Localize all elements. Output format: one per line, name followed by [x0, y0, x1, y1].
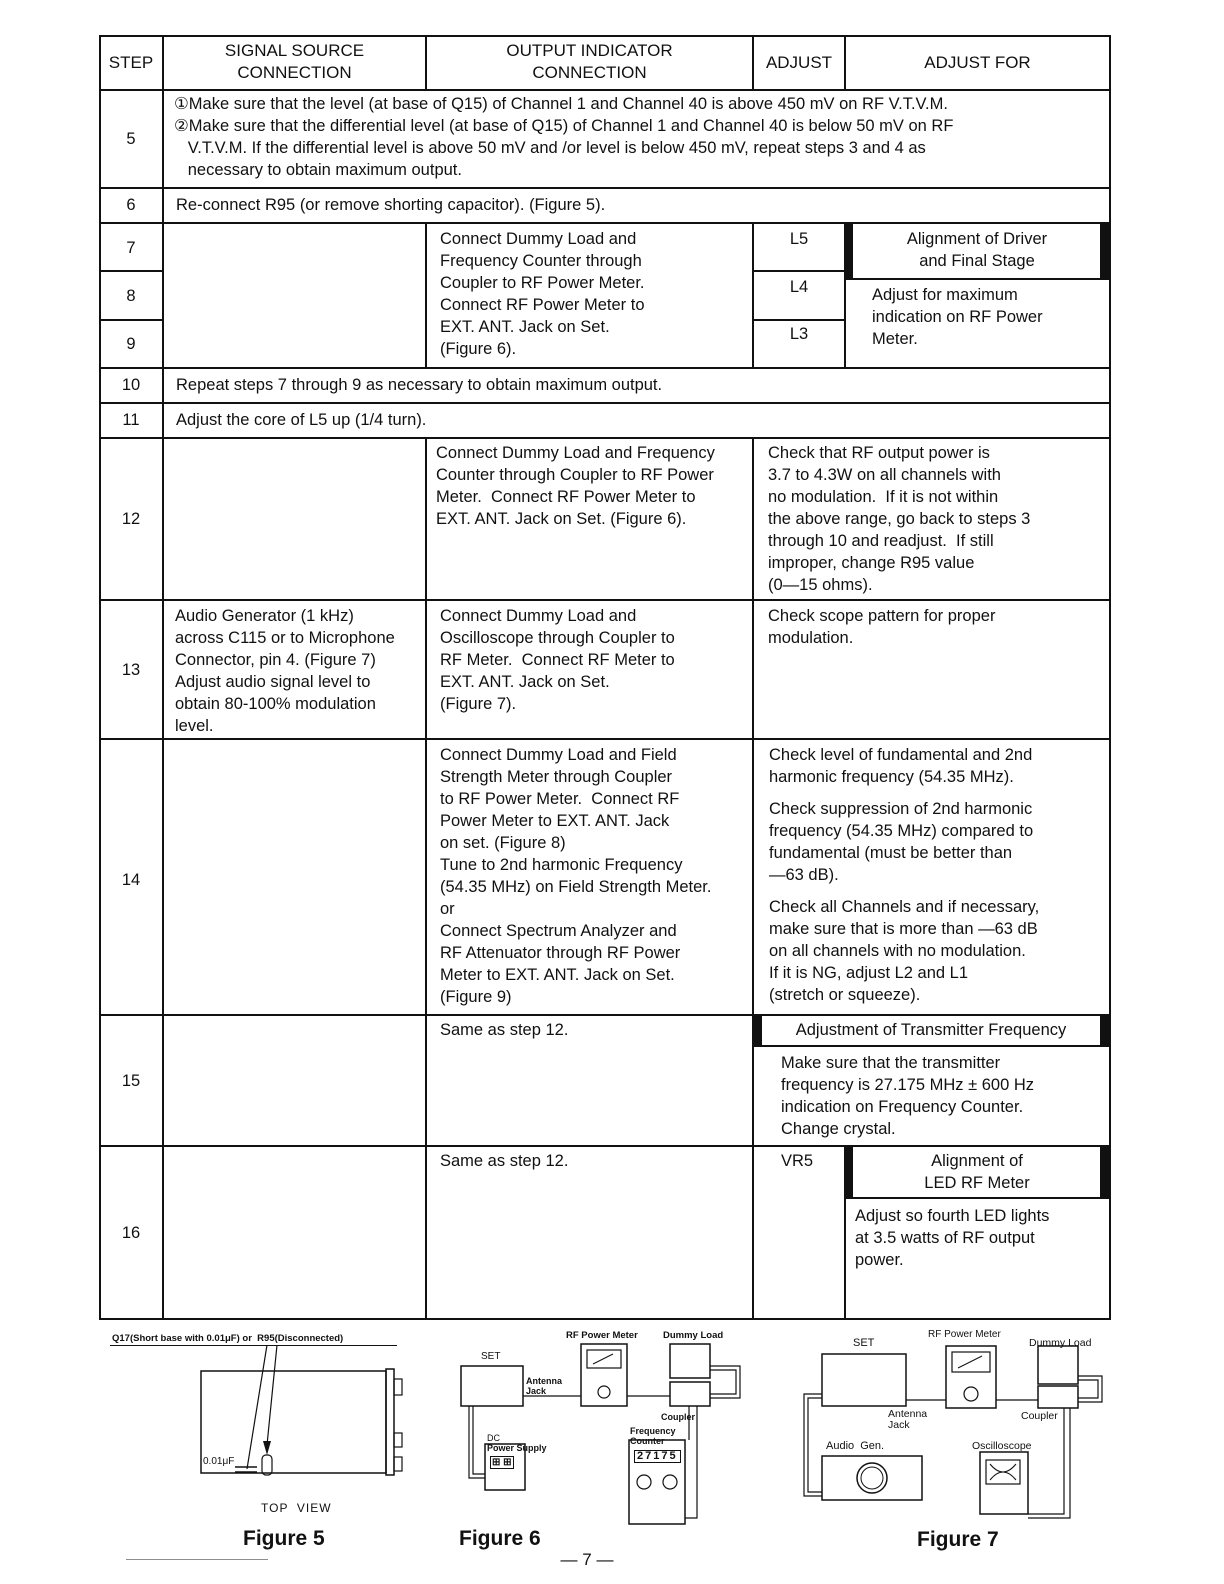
step13-output-line: EXT. ANT. Jack on Set.: [440, 673, 610, 691]
step14-output-line: Connect Dummy Load and Field: [440, 746, 677, 764]
fig6-antenna-label: Antenna: [526, 1376, 562, 1386]
step14-output-line: Strength Meter through Coupler: [440, 768, 673, 786]
step15-adjust-for-line: Change crystal.: [781, 1120, 896, 1138]
step12-output-line: Counter through Coupler to RF Power: [436, 466, 714, 484]
fig6-dummy-label: Dummy Load: [663, 1330, 724, 1341]
fig6-title: Figure 6: [459, 1527, 541, 1550]
header-signal-source-2: CONNECTION: [237, 63, 352, 82]
step14-check-line: If it is NG, adjust L2 and L1: [769, 964, 969, 982]
fig6-antenna-label: Jack: [526, 1386, 547, 1396]
step14-check-line: on all channels with no modulation.: [769, 942, 1026, 960]
step7-output-line: Coupler to RF Power Meter.: [440, 274, 645, 292]
step14-check-line: Check suppression of 2nd harmonic: [769, 800, 1033, 818]
fig6-dc-label: DC: [487, 1433, 500, 1443]
step13-signal-line: Adjust audio signal level to: [175, 673, 371, 691]
header-output-indicator-1: OUTPUT INDICATOR: [506, 41, 673, 60]
step-number: 9: [126, 335, 136, 353]
step14-output-line: (54.35 MHz) on Field Strength Meter.: [440, 878, 712, 896]
step13-output-line: Oscilloscope through Coupler to: [440, 629, 675, 647]
step14-output-line: Meter to EXT. ANT. Jack on Set.: [440, 966, 675, 984]
fig7-set-label: SET: [853, 1337, 875, 1349]
step-number: 10: [121, 376, 141, 394]
step-number: 12: [121, 510, 141, 528]
step7-output-line: Connect Dummy Load and: [440, 230, 637, 248]
fig6-freq-label: Frequency: [630, 1426, 676, 1436]
fig5-title: Figure 5: [243, 1527, 325, 1550]
step7-output-line: Frequency Counter through: [440, 252, 642, 270]
banner-driver-final: Alignment of Driver: [906, 230, 1048, 248]
step13-signal-line: Audio Generator (1 kHz): [175, 607, 354, 625]
step7-adjust-for-line: indication on RF Power: [872, 308, 1043, 326]
step13-output-line: (Figure 7).: [440, 695, 517, 713]
step14-check-line: —63 dB).: [769, 866, 839, 884]
fig7-audio-gen-label: Audio Gen.: [826, 1440, 885, 1452]
step11-text: Adjust the core of L5 up (1/4 turn).: [176, 411, 427, 429]
step16-output: Same as step 12.: [440, 1152, 569, 1170]
step12-adjust-for-line: the above range, go back to steps 3: [768, 510, 1031, 528]
step-number: 14: [121, 871, 141, 889]
step-number: 11: [122, 411, 140, 429]
fig7-antenna-label: Jack: [888, 1419, 910, 1431]
step14-check-line: harmonic frequency (54.35 MHz).: [769, 768, 1014, 786]
fig6-set-label: SET: [481, 1351, 501, 1362]
fig6-rf-meter-label: RF Power Meter: [566, 1330, 638, 1341]
step12-adjust-for-line: through 10 and readjust. If still: [768, 532, 994, 550]
banner-led-rf-meter: Alignment of: [931, 1152, 1023, 1170]
fig7-antenna-label: Antenna: [888, 1408, 928, 1420]
fig6-freq-label: Counter: [630, 1436, 665, 1446]
step14-output-line: Tune to 2nd harmonic Frequency: [440, 856, 683, 874]
page-number: — 7 —: [560, 1550, 614, 1569]
step16-adjust-for-line: Adjust so fourth LED lights: [855, 1207, 1050, 1225]
step15-output: Same as step 12.: [440, 1021, 569, 1039]
fig6-counter-readout: 27175: [634, 1450, 681, 1463]
step5-line: necessary to obtain maximum output.: [174, 161, 462, 179]
step15-adjust-for-line: Make sure that the transmitter: [781, 1054, 1001, 1072]
step15-adjust-for-line: frequency is 27.175 MHz ± 600 Hz: [781, 1076, 1035, 1094]
step14-output-line: on set. (Figure 8): [440, 834, 566, 852]
adjust-l5: L5: [789, 230, 809, 248]
step14-check-line: Check level of fundamental and 2nd: [769, 746, 1033, 764]
banner-led-rf-meter: LED RF Meter: [924, 1174, 1030, 1192]
step13-output-line: Connect Dummy Load and: [440, 607, 637, 625]
banner-transmitter-frequency: Adjustment of Transmitter Frequency: [795, 1021, 1067, 1039]
step10-text: Repeat steps 7 through 9 as necessary to obtain maximum output.: [176, 376, 663, 394]
step-number: 7: [126, 239, 136, 257]
header-step: STEP: [108, 53, 154, 72]
fig7-dummy-label: Dummy Load: [1029, 1337, 1092, 1349]
header-adjust-for: ADJUST FOR: [924, 53, 1031, 72]
step16-adjust-for-line: at 3.5 watts of RF output: [855, 1229, 1035, 1247]
banner-driver-final: and Final Stage: [919, 252, 1035, 270]
step14-output-line: RF Attenuator through RF Power: [440, 944, 681, 962]
step14-check-line: fundamental (must be better than: [769, 844, 1013, 862]
fig6-dc-label: Power Supply: [487, 1443, 547, 1453]
step6-text: Re-connect R95 (or remove shorting capacitor). (Figure 5).: [176, 196, 606, 214]
header-adjust: ADJUST: [765, 53, 833, 72]
fig5-view-label: TOP VIEW: [261, 1501, 332, 1515]
step-number: 13: [121, 661, 141, 679]
step-number: 6: [126, 196, 136, 214]
fig7-scope-label: Oscilloscope: [972, 1440, 1032, 1452]
step13-signal-line: level.: [175, 717, 214, 735]
step12-adjust-for-line: improper, change R95 value: [768, 554, 975, 572]
fig7-diagram: [800, 1337, 1110, 1520]
step13-output-line: RF Meter. Connect RF Meter to: [440, 651, 675, 669]
step14-check-line: Check all Channels and if necessary,: [769, 898, 1040, 916]
step12-adjust-for-line: Check that RF output power is: [768, 444, 990, 462]
link-underline: [126, 1559, 268, 1560]
step12-output-line: Connect Dummy Load and Frequency: [436, 444, 715, 462]
step7-adjust-for-line: Meter.: [872, 330, 918, 348]
step12-adjust-for-line: no modulation. If it is not within: [768, 488, 999, 506]
step5-line: ①Make sure that the level (at base of Q15) of Channel 1 and Channel 40 is above 450 mV on RF V.T.V.M.: [174, 95, 948, 113]
step-number: 5: [126, 130, 136, 148]
step14-output-line: to RF Power Meter. Connect RF: [440, 790, 680, 808]
step14-output-line: (Figure 9): [440, 988, 512, 1006]
step12-adjust-for-line: (0—15 ohms).: [768, 576, 873, 594]
fig6-power-supply-terminals: ⊞ ⊞: [492, 1457, 512, 1468]
step13-adjust-for-line: Check scope pattern for proper: [768, 607, 996, 625]
step14-output-line: Power Meter to EXT. ANT. Jack: [440, 812, 670, 830]
step7-output-line: Connect RF Power Meter to: [440, 296, 645, 314]
step13-signal-line: across C115 or to Microphone: [175, 629, 395, 647]
adjust-l3: L3: [789, 325, 809, 343]
step14-check-line: make sure that is more than —63 dB: [769, 920, 1038, 938]
fig7-coupler-label: Coupler: [1021, 1410, 1058, 1422]
step14-output-line: or: [440, 900, 455, 918]
step13-signal-line: obtain 80-100% modulation: [175, 695, 376, 713]
step-number: 16: [121, 1224, 141, 1242]
fig6-coupler-label: Coupler: [661, 1412, 696, 1422]
step13-signal-line: Connector, pin 4. (Figure 7): [175, 651, 376, 669]
step14-check-line: (stretch or squeeze).: [769, 986, 921, 1004]
step5-line: V.T.V.M. If the differential level is above 50 mV and /or level is below 450 mV, repeat steps 3 and 4 as: [174, 139, 926, 157]
step5-line: ②Make sure that the differential level (at base of Q15) of Channel 1 and Channel 40 is below 50 mV on RF: [174, 117, 954, 135]
step-number: 8: [126, 287, 136, 305]
step12-output-line: Meter. Connect RF Power Meter to: [436, 488, 696, 506]
step16-adjust-for-line: power.: [855, 1251, 904, 1269]
step-number: 15: [121, 1072, 141, 1090]
step15-adjust-for-line: indication on Frequency Counter.: [781, 1098, 1024, 1116]
step7-output-line: (Figure 6).: [440, 340, 517, 358]
step13-adjust-for-line: modulation.: [768, 629, 854, 647]
adjust-l4: L4: [789, 278, 809, 296]
header-signal-source-1: SIGNAL SOURCE: [224, 41, 365, 60]
header-output-indicator-2: CONNECTION: [532, 63, 647, 82]
adjust-vr5: VR5: [781, 1152, 814, 1170]
step7-adjust-for-line: Adjust for maximum: [872, 286, 1018, 304]
step12-adjust-for-line: 3.7 to 4.3W on all channels with: [768, 466, 1001, 484]
step7-output-line: EXT. ANT. Jack on Set.: [440, 318, 610, 336]
step12-output-line: EXT. ANT. Jack on Set. (Figure 6).: [436, 510, 687, 528]
fig7-rf-meter-label: RF Power Meter: [928, 1329, 1001, 1340]
step14-output-line: Connect Spectrum Analyzer and: [440, 922, 677, 940]
fig5-caption: Q17(Short base with 0.01μF) or R95(Disconnected): [112, 1333, 344, 1344]
step14-check-line: frequency (54.35 MHz) compared to: [769, 822, 1034, 840]
fig7-title: Figure 7: [917, 1528, 999, 1551]
fig5-diagram: [195, 1345, 415, 1495]
fig5-cap-label: 0.01μF: [203, 1456, 235, 1467]
